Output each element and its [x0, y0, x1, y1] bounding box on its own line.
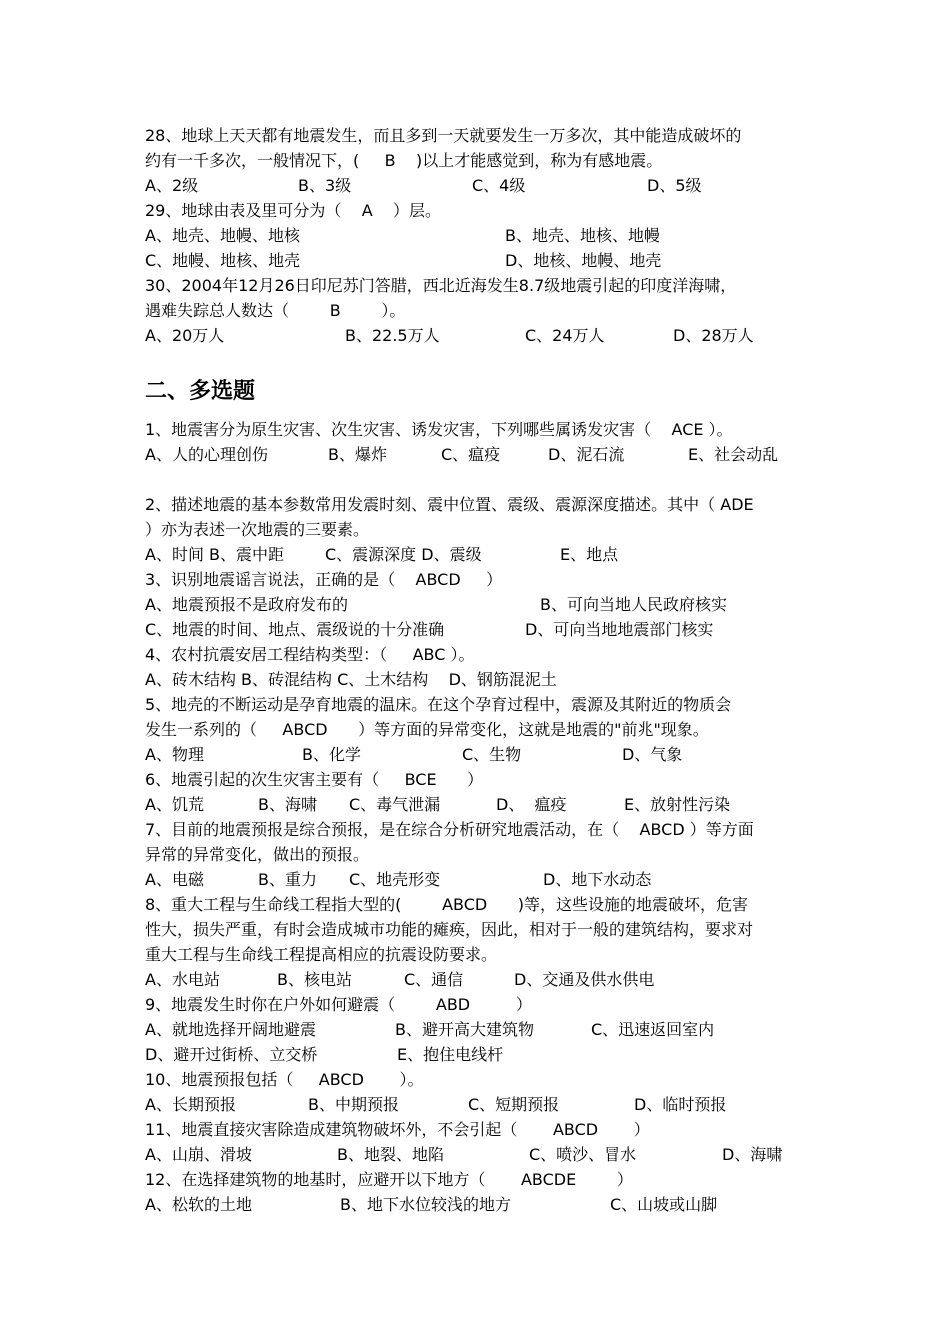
text-line: A、砖木结构 B、砖混结构 C、土木结构 D、钢筋混泥土: [145, 670, 557, 689]
options-line: [0, 545, 950, 565]
answer-option: D、可向当地地震部门核实: [525, 620, 714, 639]
answer-option: C、地震的时间、地点、震级说的十分准确: [145, 620, 445, 639]
text-line: 12、在选择建筑物的地基时，应避开以下地方（ ABCDE ）: [145, 1170, 633, 1189]
options-line: [0, 226, 950, 246]
options-line: [0, 1095, 950, 1115]
answer-option: A、饥荒: [145, 795, 204, 814]
text-line: 性大，损失严重，有时会造成城市功能的瘫痪，因此，相对于一般的建筑结构，要求对: [145, 920, 754, 939]
options-line: [0, 1045, 950, 1065]
options-line: [0, 795, 950, 815]
options-line: [0, 1195, 950, 1215]
answer-option: E、社会动乱: [688, 445, 779, 464]
text-line: 异常的异常变化，做出的预报。: [145, 845, 370, 864]
text-line: 遇难失踪总人数达（ B ）。: [145, 301, 406, 320]
text-line: 8、重大工程与生命线工程指大型的( ABCD )等，这些设施的地震破坏，危害: [145, 895, 749, 914]
text-line: 3、识别地震谣言说法，正确的是（ ABCD ）: [145, 570, 503, 589]
answer-option: D、地下水动态: [543, 870, 652, 889]
answer-option: D、气象: [622, 745, 683, 764]
text-line: 30、2004年12月26日印尼苏门答腊，西北近海发生8.7级地震引起的印度洋海啸，: [145, 276, 737, 295]
answer-option: D、地核、地幔、地壳: [505, 251, 662, 270]
answer-option: A、时间 B、震中距: [145, 545, 285, 564]
answer-option: C、24万人: [525, 326, 605, 345]
answer-option: C、山坡或山脚: [610, 1195, 718, 1214]
answer-option: E、抱住电线杆: [397, 1045, 504, 1064]
answer-option: A、地震预报不是政府发布的: [145, 595, 348, 614]
answer-option: A、物理: [145, 745, 204, 764]
answer-option: D、海啸: [722, 1145, 783, 1164]
answer-option: A、松软的土地: [145, 1195, 252, 1214]
answer-option: B、地壳、地核、地幔: [505, 226, 660, 245]
answer-option: B、重力: [258, 870, 317, 889]
options-line: [0, 745, 950, 765]
answer-option: B、地下水位较浅的地方: [340, 1195, 511, 1214]
answer-option: C、地壳形变: [349, 870, 441, 889]
answer-option: C、地幔、地核、地壳: [145, 251, 301, 270]
options-line: [0, 620, 950, 640]
answer-option: E、放射性污染: [624, 795, 731, 814]
options-line: [0, 870, 950, 890]
answer-option: B、避开高大建筑物: [395, 1020, 534, 1039]
answer-option: C、喷沙、冒水: [529, 1145, 637, 1164]
text-line: 6、地震引起的次生灾害主要有（ BCE ）: [145, 770, 484, 789]
answer-option: B、可向当地人民政府核实: [540, 595, 727, 614]
answer-option: D、28万人: [673, 326, 754, 345]
answer-option: D、 瘟疫: [496, 795, 567, 814]
options-line: [0, 251, 950, 271]
text-line: 28、地球上天天都有地震发生，而且多到一天就要发生一万多次，其中能造成破坏的: [145, 126, 742, 145]
text-line: 约有一千多次，一般情况下，( B )以上才能感觉到，称为有感地震。: [145, 151, 663, 170]
answer-option: E、地点: [560, 545, 619, 564]
answer-option: B、22.5万人: [345, 326, 440, 345]
answer-option: B、中期预报: [308, 1095, 399, 1114]
answer-option: A、山崩、滑坡: [145, 1145, 252, 1164]
answer-option: C、迅速返回室内: [591, 1020, 715, 1039]
options-line: [0, 970, 950, 990]
answer-option: A、就地选择开阔地避震: [145, 1020, 316, 1039]
text-line: 4、农村抗震安居工程结构类型：（ ABC ）。: [145, 645, 475, 664]
text-line: 2、描述地震的基本参数常用发震时刻、震中位置、震级、震源深度描述。其中（ ADE: [145, 495, 754, 514]
answer-option: B、爆炸: [328, 445, 387, 464]
answer-option: B、核电站: [277, 970, 352, 989]
options-line: [0, 176, 950, 196]
answer-option: C、毒气泄漏: [349, 795, 441, 814]
answer-option: C、瘟疫: [441, 445, 501, 464]
answer-option: C、通信: [404, 970, 464, 989]
answer-option: D、避开过街桥、立交桥: [145, 1045, 318, 1064]
answer-option: C、生物: [462, 745, 522, 764]
answer-option: A、水电站: [145, 970, 220, 989]
answer-option: D、交通及供水供电: [514, 970, 655, 989]
answer-option: A、2级: [145, 176, 199, 195]
text-line: 7、目前的地震预报是综合预报，是在综合分析研究地震活动，在（ ABCD ）等方面: [145, 820, 754, 839]
options-line: [0, 326, 950, 346]
answer-option: D、5级: [647, 176, 702, 195]
answer-option: C、震源深度 D、震级: [325, 545, 482, 564]
text-line: 重大工程与生命线工程提高相应的抗震设防要求。: [145, 945, 498, 964]
answer-option: C、短期预报: [468, 1095, 560, 1114]
answer-option: C、4级: [472, 176, 526, 195]
options-line: [0, 595, 950, 615]
answer-option: A、地壳、地幔、地核: [145, 226, 300, 245]
text-line: 10、地震预报包括（ ABCD ）。: [145, 1070, 424, 1089]
section-heading: 二、多选题: [145, 379, 256, 404]
text-line: ）亦为表述一次地震的三要素。: [145, 520, 370, 539]
answer-option: D、泥石流: [548, 445, 625, 464]
answer-option: B、化学: [302, 745, 361, 764]
answer-option: D、临时预报: [634, 1095, 727, 1114]
text-line: 9、地震发生时你在户外如何避震（ ABD ）: [145, 995, 532, 1014]
text-line: 29、地球由表及里可分为（ A ）层。: [145, 201, 441, 220]
answer-option: A、人的心理创伤: [145, 445, 268, 464]
answer-option: A、20万人: [145, 326, 225, 345]
options-line: [0, 445, 950, 465]
text-line: 5、地壳的不断运动是孕育地震的温床。在这个孕育过程中，震源及其附近的物质会: [145, 695, 732, 714]
options-line: [0, 1020, 950, 1040]
text-line: 发生一系列的（ ABCD ）等方面的异常变化，这就是地震的"前兆"现象。: [145, 720, 709, 739]
answer-option: B、海啸: [258, 795, 317, 814]
answer-option: A、长期预报: [145, 1095, 236, 1114]
options-line: [0, 1145, 950, 1165]
answer-option: B、地裂、地陷: [337, 1145, 444, 1164]
text-line: 11、地震直接灾害除造成建筑物破坏外，不会引起（ ABCD ）: [145, 1120, 650, 1139]
answer-option: A、电磁: [145, 870, 204, 889]
text-line: 1、地震害分为原生灾害、次生灾害、诱发灾害，下列哪些属诱发灾害（ ACE ）。: [145, 420, 733, 439]
answer-option: B、3级: [298, 176, 352, 195]
